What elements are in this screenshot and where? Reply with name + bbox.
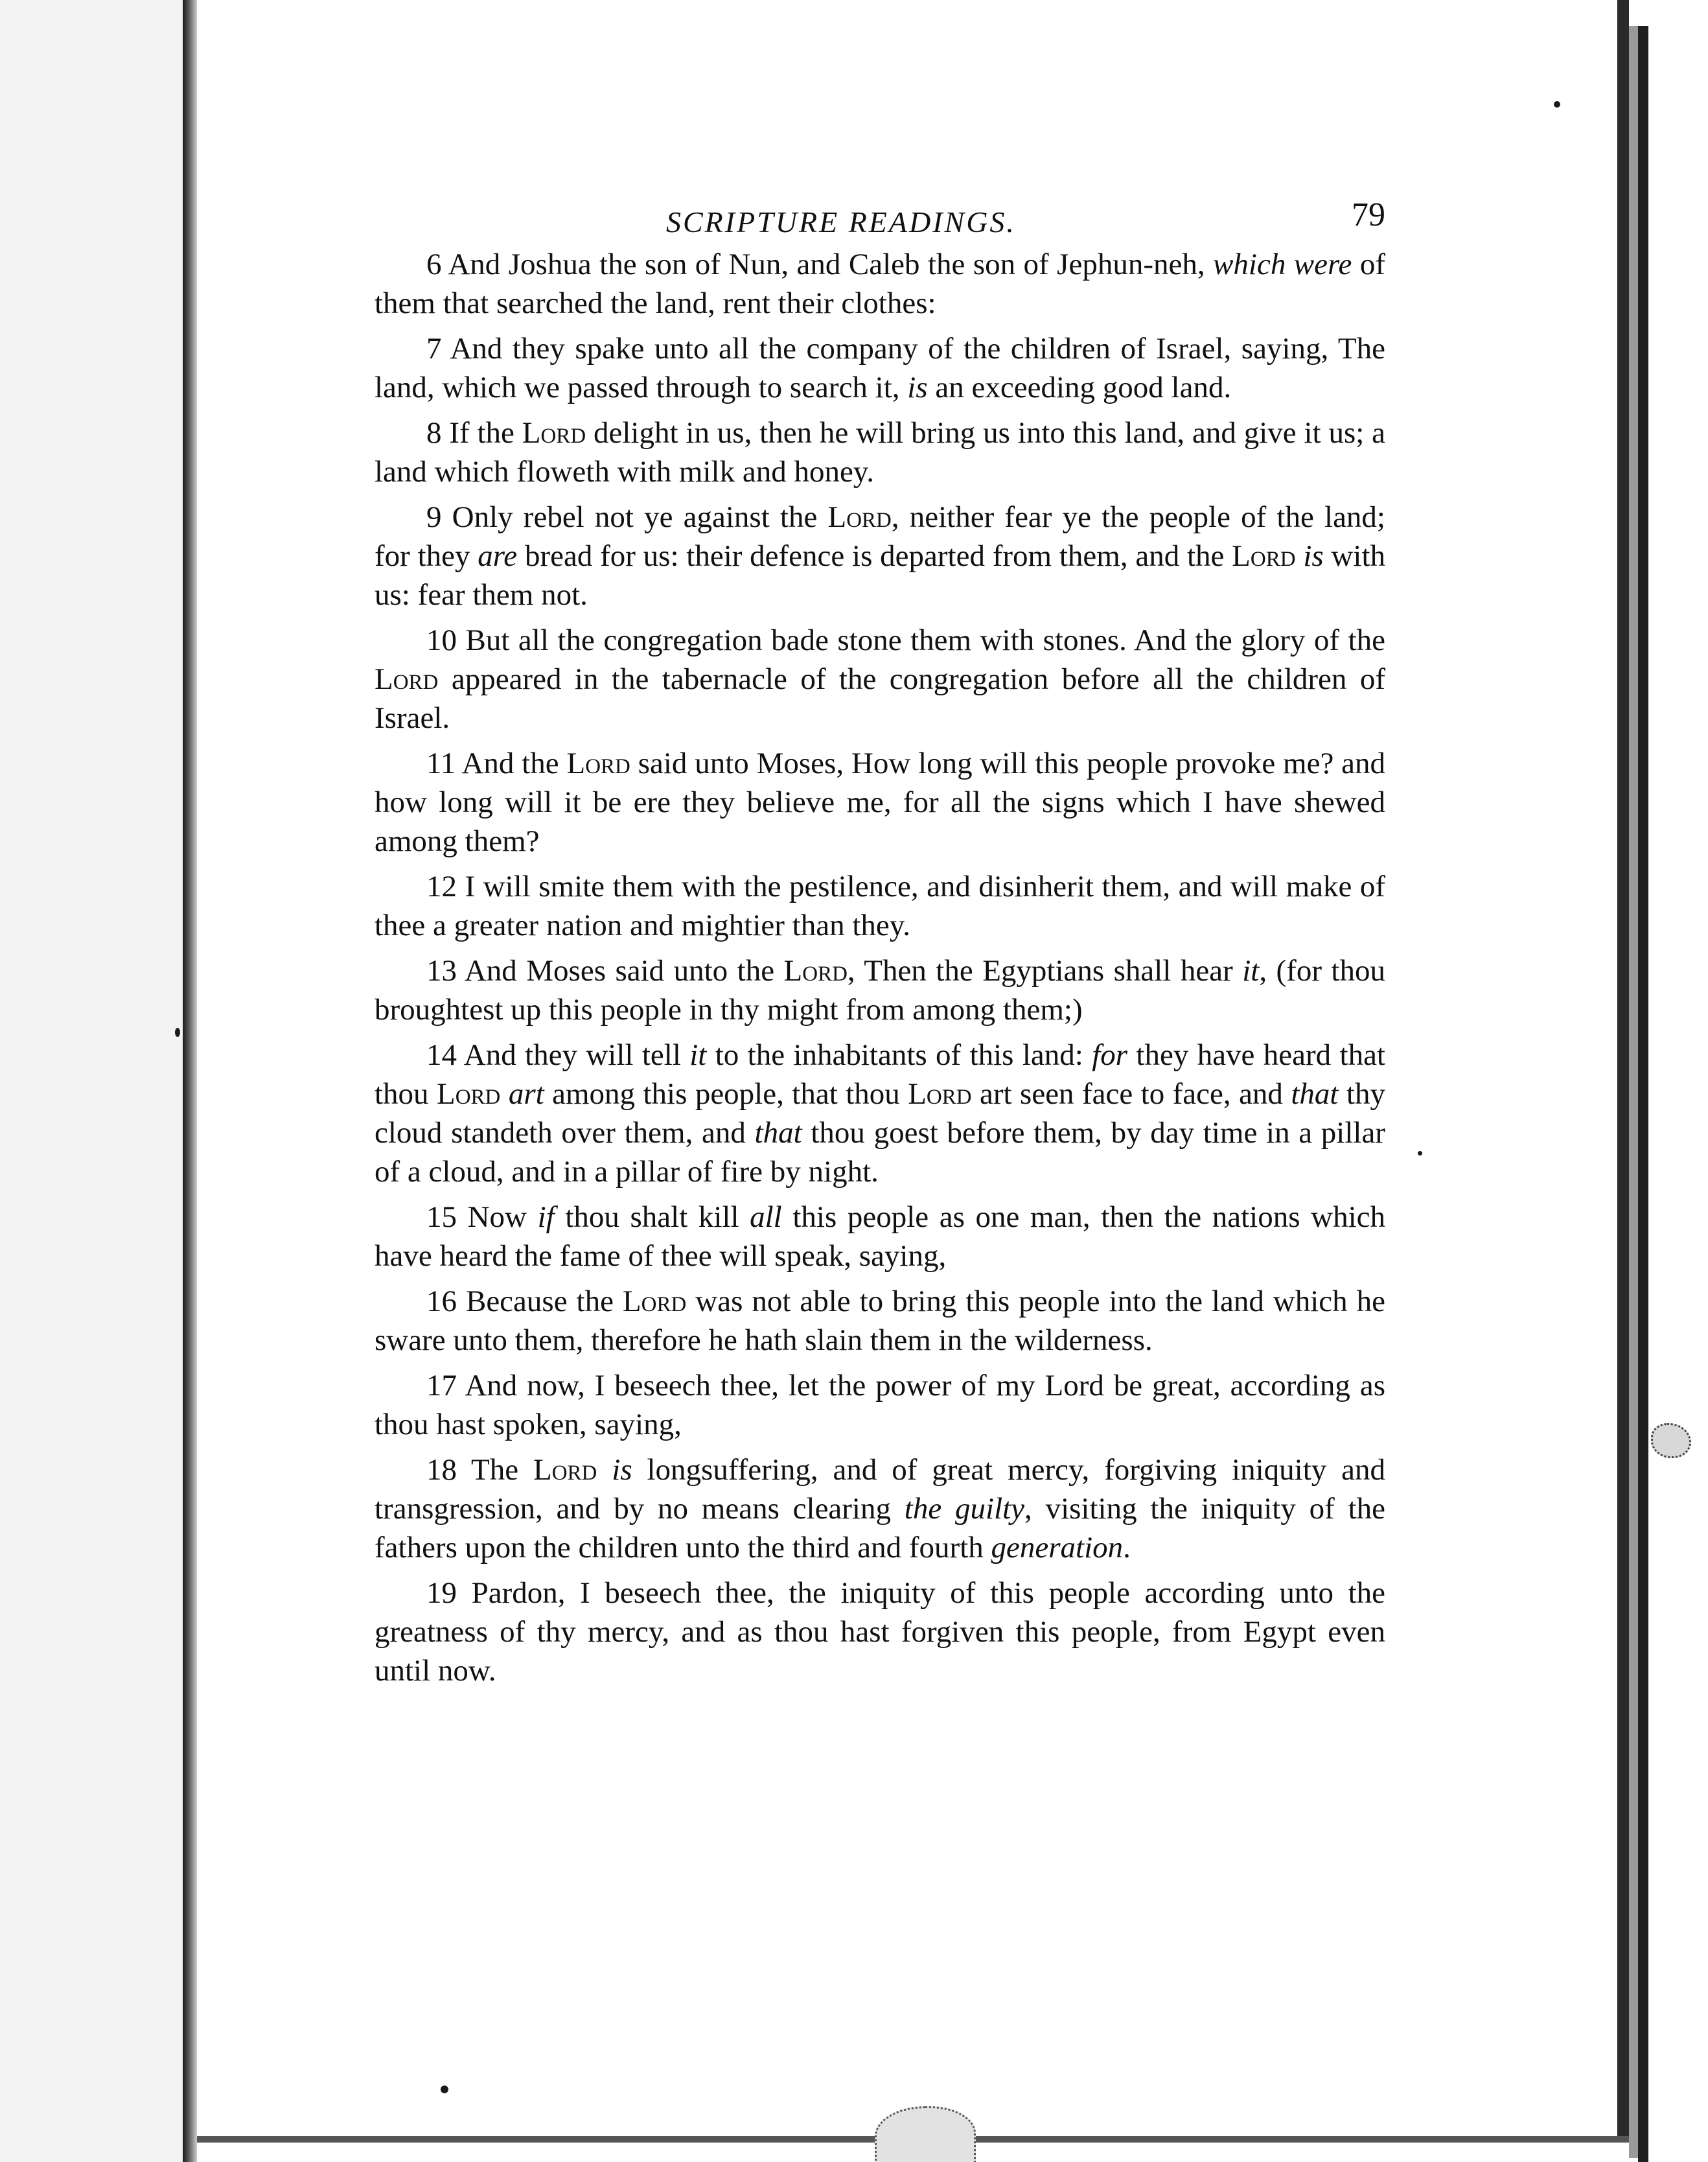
verse-text: among this people, that thou bbox=[544, 1077, 908, 1111]
verse-text: 9 Only rebel not ye against the bbox=[426, 500, 828, 534]
verse-text: is bbox=[612, 1453, 632, 1487]
verse-text: 8 If the bbox=[426, 416, 522, 450]
verse-text: is bbox=[907, 371, 928, 404]
verse-text: 7 And they spake unto all the company of the children of Israel, saying, The land, which we passed through to search it, bbox=[375, 332, 1385, 404]
verse-text: if bbox=[537, 1200, 555, 1234]
verse-text: this people as one man, then the nations which have heard the fame of thee will speak, saying, bbox=[375, 1200, 1385, 1273]
verse-text: they have heard that thou bbox=[375, 1038, 1385, 1111]
verse-text: 16 Because the bbox=[426, 1284, 623, 1318]
verse-paragraph bbox=[375, 1450, 1385, 1567]
verse-text: that bbox=[1291, 1077, 1339, 1111]
verse-text: 19 Pardon, I beseech thee, the iniquity of this people according unto the greatness of thy mercy, and as thou hast forgiven this people, from Egypt even until now. bbox=[375, 1576, 1385, 1688]
verse-text: Lord bbox=[375, 662, 439, 696]
page-edge-stack-dark bbox=[1638, 26, 1648, 2162]
verse-text: delight in us, then he will bring us into this land, and give it us; a land which floweth with milk and honey. bbox=[375, 416, 1385, 489]
verse-paragraph bbox=[375, 951, 1385, 1029]
verse-text: Lord bbox=[522, 416, 586, 450]
verse-text: , (for thou broughtest up this people in thy might from among them;) bbox=[375, 954, 1385, 1027]
verse-text: thou shalt kill bbox=[554, 1200, 750, 1234]
page-content bbox=[375, 187, 1385, 1697]
verse-text: which were bbox=[1213, 248, 1352, 281]
verse-text bbox=[1296, 539, 1304, 573]
ink-speck bbox=[1554, 101, 1560, 108]
verse-text: Lord bbox=[783, 954, 848, 988]
paper-blemish bbox=[875, 2106, 976, 2162]
verse-text: , Then the Egyptians shall hear bbox=[847, 954, 1243, 988]
verse-text: 14 And they will tell bbox=[426, 1038, 690, 1072]
verse-paragraph bbox=[375, 744, 1385, 861]
verse-text: thou goest before them, by day time in a pillar of a cloud, and in a pillar of fire by night. bbox=[375, 1116, 1385, 1189]
verse-text: 11 And the bbox=[426, 747, 567, 780]
verse-text: that bbox=[754, 1116, 802, 1150]
verse-paragraph bbox=[375, 245, 1385, 323]
ink-speck bbox=[1418, 1151, 1422, 1156]
verse-text: 13 And Moses said unto the bbox=[426, 954, 784, 988]
verse-text: bread for us: their defence is departed from them, and the bbox=[517, 539, 1232, 573]
verse-text bbox=[597, 1453, 612, 1487]
verse-text: is bbox=[1303, 539, 1324, 573]
verse-text: 15 Now bbox=[426, 1200, 538, 1234]
verse-text: 10 But all the congregation bade stone them with stones. And the glory of the bbox=[426, 623, 1385, 657]
page-title: SCRIPTURE READINGS. bbox=[666, 205, 1016, 238]
ink-speck bbox=[441, 2086, 448, 2093]
verse-text: it bbox=[1242, 954, 1260, 988]
verse-text: all bbox=[750, 1200, 782, 1234]
verse-text: thy cloud standeth over them, and bbox=[375, 1077, 1385, 1150]
verse-text: are bbox=[478, 539, 518, 573]
verse-text: 6 And Joshua the son of Nun, and Caleb the son of Jephun-neh, bbox=[426, 248, 1214, 281]
previous-page-edge bbox=[0, 0, 187, 2162]
verse-paragraph bbox=[375, 413, 1385, 491]
running-head bbox=[375, 187, 1385, 245]
verse-text: 17 And now, I beseech thee, let the power of my Lord be great, according as thou hast spoken, saying, bbox=[375, 1369, 1385, 1441]
verse-text: Lord bbox=[533, 1453, 597, 1487]
book-gutter bbox=[183, 0, 197, 2162]
verse-paragraph bbox=[375, 1574, 1385, 1690]
scripture-text bbox=[375, 245, 1385, 1690]
verse-text: to the inhabitants of this land: bbox=[706, 1038, 1092, 1072]
verse-text: of them that searched the land, rent their clothes: bbox=[375, 248, 1385, 320]
verse-text: art bbox=[508, 1077, 544, 1111]
verse-text: appeared in the tabernacle of the congregation before all the children of Israel. bbox=[375, 662, 1385, 735]
verse-text: Lord bbox=[1232, 539, 1296, 573]
verse-text: . bbox=[1123, 1531, 1131, 1564]
verse-text: , visiting the iniquity of the fathers upon the children unto the third and fourth bbox=[375, 1492, 1385, 1564]
verse-text: 18 The bbox=[426, 1453, 533, 1487]
scan-margin bbox=[1648, 0, 1708, 2162]
verse-paragraph bbox=[375, 1198, 1385, 1275]
verse-text: Lord bbox=[827, 500, 892, 534]
verse-text: generation bbox=[991, 1531, 1124, 1564]
verse-text: Lord bbox=[566, 747, 630, 780]
verse-paragraph bbox=[375, 498, 1385, 614]
verse-paragraph bbox=[375, 1366, 1385, 1444]
page-edge-stack bbox=[1629, 26, 1638, 2158]
page-edge-shadow bbox=[1617, 0, 1629, 2136]
verse-text: it bbox=[689, 1038, 707, 1072]
verse-text: with us: fear them not. bbox=[375, 539, 1386, 612]
ink-speck bbox=[175, 1028, 180, 1037]
verse-text: was not able to bring this people into the land which he sware unto them, therefore he hath slain them in the wilderness. bbox=[375, 1284, 1385, 1357]
verse-paragraph bbox=[375, 1282, 1385, 1360]
verse-text: longsuffering, and of great mercy, forgiving iniquity and transgression, and by no means clearing bbox=[375, 1453, 1386, 1526]
verse-text: Lord bbox=[622, 1284, 687, 1318]
verse-text: an exceeding good land. bbox=[927, 371, 1232, 404]
verse-text: art seen face to face, and bbox=[971, 1077, 1291, 1111]
verse-paragraph bbox=[375, 329, 1385, 407]
page-number: 79 bbox=[1352, 196, 1385, 233]
verse-text: 12 I will smite them with the pestilence, and disinherit them, and will make of thee a greater nation and mightier than they. bbox=[375, 870, 1385, 942]
verse-text: the guilty bbox=[904, 1492, 1025, 1526]
verse-paragraph bbox=[375, 621, 1385, 738]
verse-text: said unto Moses, How long will this people provoke me? and how long will it be ere they believe me, for all the signs which I have shewed among them? bbox=[375, 747, 1385, 858]
verse-text: , neither fear ye the people of the land; for they bbox=[375, 500, 1385, 573]
verse-paragraph bbox=[375, 867, 1385, 945]
verse-text: Lord bbox=[908, 1077, 972, 1111]
verse-text bbox=[500, 1077, 508, 1111]
verse-text: Lord bbox=[437, 1077, 501, 1111]
verse-paragraph bbox=[375, 1036, 1385, 1191]
verse-text: for bbox=[1092, 1038, 1128, 1072]
